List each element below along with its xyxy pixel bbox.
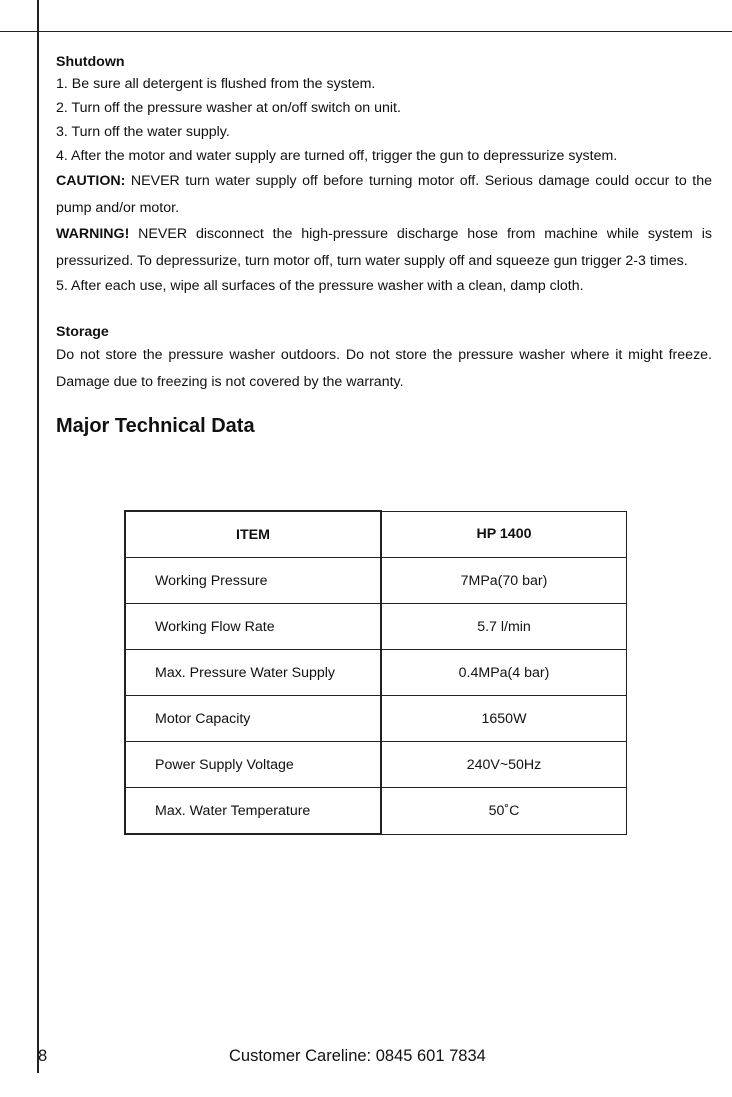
row-value: 50˚C (381, 788, 627, 835)
row-item: Max. Pressure Water Supply (125, 650, 381, 696)
header-model: HP 1400 (381, 511, 627, 558)
warning-text: NEVER disconnect the high-pressure discharge hose from machine while system is pressurized. To depressurize, turn motor off, turn water supply off and squeeze gun trigger 2-3 times. (56, 226, 712, 269)
table-header-row (125, 511, 627, 558)
warning-label: WARNING! (56, 226, 130, 242)
shutdown-step-2: 2. Turn off the pressure washer at on/off switch on unit. (56, 100, 401, 116)
storage-text: Do not store the pressure washer outdoors. Do not store the pressure washer where it might freeze. Damage due to freezing is not covered by the warranty. (56, 347, 712, 390)
left-margin-rule (37, 0, 39, 1073)
caution-label: CAUTION: (56, 173, 126, 189)
page-footer (0, 1047, 732, 1071)
technical-data-heading: Major Technical Data (56, 415, 255, 437)
shutdown-heading: Shutdown (56, 54, 125, 70)
customer-careline: Customer Careline: 0845 601 7834 (229, 1047, 486, 1065)
top-rule (0, 31, 732, 32)
caution-paragraph (56, 168, 712, 221)
shutdown-step-1: 1. Be sure all detergent is flushed from the system. (56, 76, 376, 92)
warning-paragraph (56, 221, 712, 274)
page-number: 8 (38, 1047, 48, 1065)
shutdown-step-3: 3. Turn off the water supply. (56, 124, 230, 140)
row-value: 7MPa(70 bar) (381, 558, 627, 604)
technical-data-table (124, 510, 627, 835)
caution-text: NEVER turn water supply off before turning motor off. Serious damage could occur to the pump and/or motor. (56, 173, 712, 216)
row-item: Max. Water Temperature (125, 788, 381, 835)
table-row (125, 788, 627, 835)
page-content (56, 52, 712, 439)
row-item: Power Supply Voltage (125, 742, 381, 788)
table-row (125, 558, 627, 604)
shutdown-step-4: 4. After the motor and water supply are turned off, trigger the gun to depressurize system. (56, 148, 618, 164)
table-row (125, 742, 627, 788)
table-row (125, 696, 627, 742)
row-value: 1650W (381, 696, 627, 742)
row-item: Working Pressure (125, 558, 381, 604)
row-value: 240V~50Hz (381, 742, 627, 788)
row-value: 5.7 l/min (381, 604, 627, 650)
row-value: 0.4MPa(4 bar) (381, 650, 627, 696)
storage-heading: Storage (56, 324, 109, 340)
header-item: ITEM (125, 511, 381, 558)
row-item: Motor Capacity (125, 696, 381, 742)
row-item: Working Flow Rate (125, 604, 381, 650)
shutdown-step-5: 5. After each use, wipe all surfaces of the pressure washer with a clean, damp cloth. (56, 278, 584, 294)
table-row (125, 650, 627, 696)
table-row (125, 604, 627, 650)
